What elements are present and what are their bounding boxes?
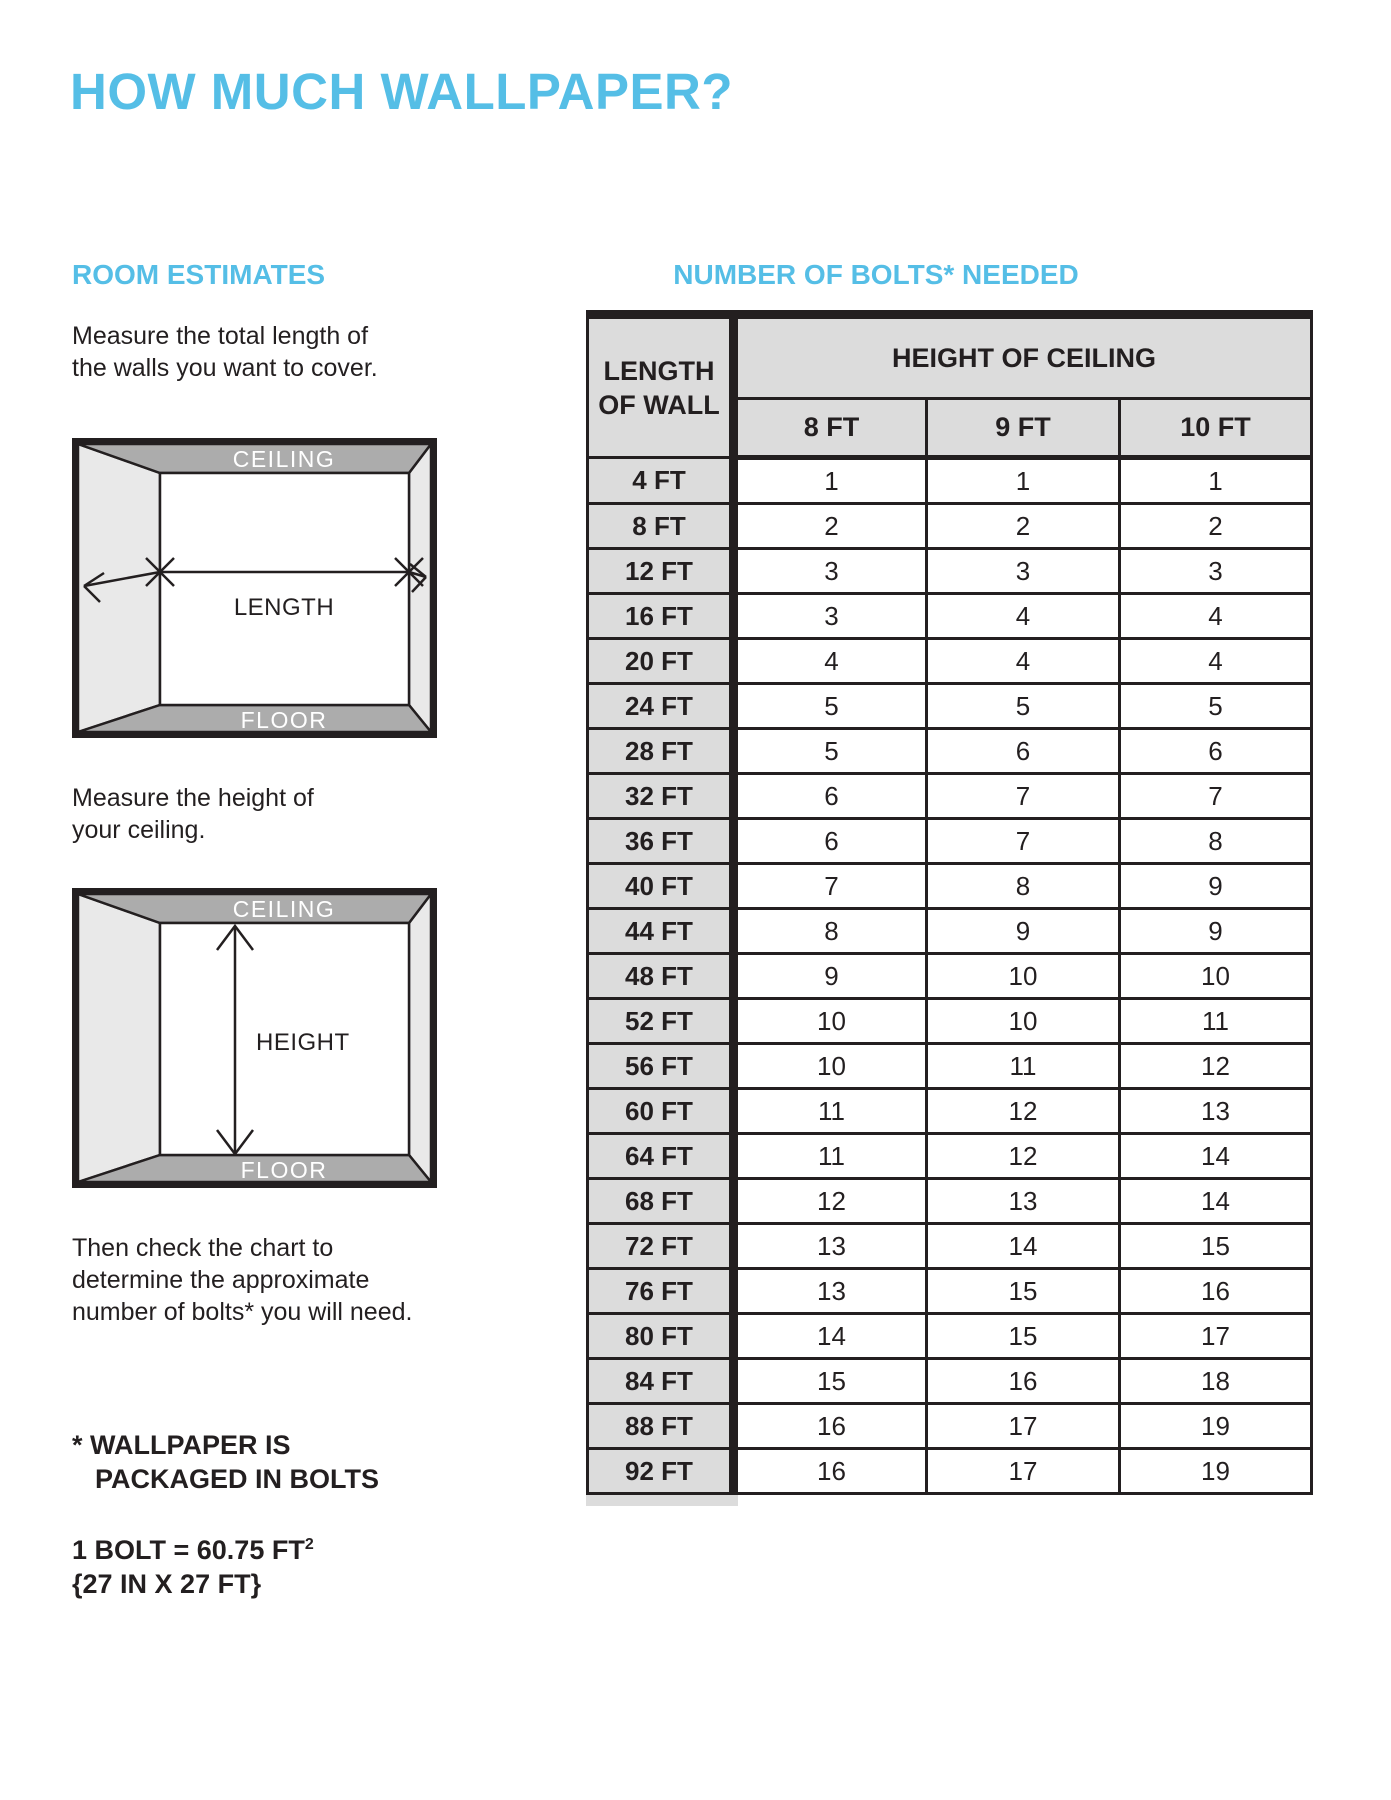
bolt-count-cell: 17 [927,1404,1120,1449]
bolt-count-cell: 7 [734,864,927,909]
bolt-size-info [72,1528,314,1601]
bolt-count-cell: 13 [1120,1089,1312,1134]
bolt-count-cell: 12 [1120,1044,1312,1089]
table-row [588,819,1312,864]
wall-length-label: 12 FT [588,549,734,594]
instruction-line: Measure the total length of [72,322,369,350]
bolt-count-cell: 7 [927,819,1120,864]
bolt-count-cell: 10 [1120,954,1312,999]
table-row [588,909,1312,954]
length-of-wall-header [588,315,734,458]
table-row [588,504,1312,549]
bolt-count-cell: 14 [927,1224,1120,1269]
wall-length-label: 40 FT [588,864,734,909]
bolt-count-cell: 11 [1120,999,1312,1044]
bolt-table-header [588,315,1312,458]
row-header-line: LENGTH [603,355,715,386]
wall-length-label: 72 FT [588,1224,734,1269]
bolt-count-cell: 4 [734,639,927,684]
bolt-count-cell: 9 [734,954,927,999]
bolt-count-cell: 3 [734,594,927,639]
bolt-count-cell: 4 [1120,639,1312,684]
table-row [588,1044,1312,1089]
bolt-count-cell: 6 [734,774,927,819]
instruction-line: number of bolts* you will need. [72,1298,413,1326]
wall-length-label: 76 FT [588,1269,734,1314]
bolt-count-cell: 9 [1120,864,1312,909]
wall-length-label: 88 FT [588,1404,734,1449]
bolt-count-cell: 5 [927,684,1120,729]
bolt-count-cell: 18 [1120,1359,1312,1404]
table-row [588,1359,1312,1404]
bolt-count-cell: 5 [734,684,927,729]
room-estimates-heading: ROOM ESTIMATES [72,259,326,290]
bolt-count-cell: 12 [927,1089,1120,1134]
table-row [588,549,1312,594]
bolt-count-cell: 7 [927,774,1120,819]
footnote-line: PACKAGED IN BOLTS [95,1464,380,1494]
wall-length-label: 28 FT [588,729,734,774]
wall-length-label: 4 FT [588,458,734,504]
bolts-needed-table [586,310,1313,1495]
bolt-count-cell: 9 [927,909,1120,954]
bolt-equation [72,1528,314,1567]
wall-length-label: 84 FT [588,1359,734,1404]
bolt-count-cell: 4 [1120,594,1312,639]
bolt-count-cell: 12 [927,1134,1120,1179]
wall-length-label: 24 FT [588,684,734,729]
bolt-count-cell: 19 [1120,1404,1312,1449]
column-header-9ft: 9 FT [927,399,1120,458]
bolt-count-cell: 2 [734,504,927,549]
left-wall-face [78,894,160,1182]
table-row [588,1269,1312,1314]
back-wall-face [160,473,409,705]
table-row [588,594,1312,639]
floor-label: FLOOR [240,707,328,733]
bolt-count-cell: 8 [734,909,927,954]
wall-length-label: 60 FT [588,1089,734,1134]
ceiling-label: CEILING [232,896,336,922]
table-row [588,774,1312,819]
table-row [588,684,1312,729]
table-row [588,999,1312,1044]
bolt-dimensions: {27 IN X 27 FT} [72,1569,262,1599]
bolt-equation-base: 1 BOLT = 60.75 FT [72,1535,305,1565]
bolt-table-body [588,458,1312,1494]
wall-length-label: 68 FT [588,1179,734,1224]
wall-length-label: 56 FT [588,1044,734,1089]
footnote-line: * WALLPAPER IS [72,1430,291,1460]
instruction-line: the walls you want to cover. [72,354,378,382]
length-label: LENGTH [233,594,335,621]
room-length-diagram [72,438,437,738]
bolt-count-cell: 11 [927,1044,1120,1089]
table-row [588,1404,1312,1449]
bolt-count-cell: 13 [734,1269,927,1314]
bolt-count-cell: 7 [1120,774,1312,819]
bolt-count-cell: 1 [1120,458,1312,504]
ceiling-label: CEILING [232,446,336,472]
row-header-line: OF WALL [598,389,720,420]
wall-length-label: 44 FT [588,909,734,954]
left-wall-face [78,444,160,732]
bolt-count-cell: 3 [1120,549,1312,594]
bolt-count-cell: 17 [927,1449,1120,1494]
table-row [588,1134,1312,1179]
room-height-diagram [72,888,437,1188]
bolt-count-cell: 11 [734,1089,927,1134]
bolt-count-cell: 13 [734,1224,927,1269]
bolt-count-cell: 10 [734,1044,927,1089]
table-row [588,1179,1312,1224]
bolt-count-cell: 16 [734,1404,927,1449]
wall-length-label: 92 FT [588,1449,734,1494]
wall-length-label: 20 FT [588,639,734,684]
room-length-svg [72,438,437,738]
bolt-count-cell: 10 [734,999,927,1044]
table-row [588,639,1312,684]
bolt-count-cell: 14 [734,1314,927,1359]
table-row [588,954,1312,999]
wall-length-label: 32 FT [588,774,734,819]
instruction-line: Measure the height of [72,784,314,812]
bolt-count-cell: 2 [927,504,1120,549]
bolt-count-cell: 14 [1120,1179,1312,1224]
bolt-count-cell: 8 [1120,819,1312,864]
measure-length-instruction [72,320,378,384]
bolt-count-cell: 4 [927,639,1120,684]
bolt-count-cell: 8 [927,864,1120,909]
wall-length-label: 8 FT [588,504,734,549]
bolt-count-cell: 16 [927,1359,1120,1404]
column-header-10ft: 10 FT [1120,399,1312,458]
instruction-line: Then check the chart to [72,1234,334,1262]
bolts-footnote [72,1428,379,1496]
table-row [588,1224,1312,1269]
bolt-equation-superscript: 2 [304,1536,314,1553]
bolt-count-cell: 10 [927,999,1120,1044]
bolt-count-cell: 9 [1120,909,1312,954]
column-header-8ft: 8 FT [734,399,927,458]
room-height-svg [72,888,437,1188]
bolt-count-cell: 4 [927,594,1120,639]
table-row [588,1089,1312,1134]
bolt-count-cell: 12 [734,1179,927,1224]
wall-length-label: 16 FT [588,594,734,639]
bolt-count-cell: 1 [927,458,1120,504]
wall-length-label: 64 FT [588,1134,734,1179]
table-row [588,864,1312,909]
bolt-count-cell: 13 [927,1179,1120,1224]
wall-length-label: 80 FT [588,1314,734,1359]
bolt-count-cell: 15 [927,1269,1120,1314]
bolt-count-cell: 3 [927,549,1120,594]
right-wall-face [409,444,431,732]
bolt-count-cell: 16 [1120,1269,1312,1314]
bolt-count-cell: 15 [734,1359,927,1404]
instruction-line: determine the approximate [72,1266,370,1294]
height-of-ceiling-header: HEIGHT OF CEILING [734,315,1312,399]
instruction-line: your ceiling. [72,816,206,844]
bolt-count-cell: 6 [927,729,1120,774]
bolt-count-cell: 5 [734,729,927,774]
bolt-count-cell: 19 [1120,1449,1312,1494]
bolt-count-cell: 6 [734,819,927,864]
floor-label: FLOOR [240,1157,328,1183]
bolts-needed-heading: NUMBER OF BOLTS* NEEDED [673,259,1079,290]
bolt-count-cell: 17 [1120,1314,1312,1359]
wall-length-label: 36 FT [588,819,734,864]
table-row [588,1449,1312,1494]
table-row [588,458,1312,504]
bolt-count-cell: 16 [734,1449,927,1494]
bolt-count-cell: 6 [1120,729,1312,774]
page-title: HOW MUCH WALLPAPER? [70,63,733,120]
check-chart-instruction [72,1232,412,1328]
right-wall-face [409,894,431,1182]
bolt-count-cell: 15 [1120,1224,1312,1269]
table-header-row-1 [588,315,1312,399]
bolt-count-cell: 5 [1120,684,1312,729]
wall-length-label: 48 FT [588,954,734,999]
table-row [588,729,1312,774]
bolt-count-cell: 10 [927,954,1120,999]
bolt-count-cell: 14 [1120,1134,1312,1179]
height-label: HEIGHT [256,1029,350,1056]
table-row [588,1314,1312,1359]
wall-length-label: 52 FT [588,999,734,1044]
bolt-count-cell: 1 [734,458,927,504]
bolt-count-cell: 3 [734,549,927,594]
bolt-count-cell: 15 [927,1314,1120,1359]
bolt-count-cell: 11 [734,1134,927,1179]
measure-height-instruction [72,782,314,846]
bolt-count-cell: 2 [1120,504,1312,549]
